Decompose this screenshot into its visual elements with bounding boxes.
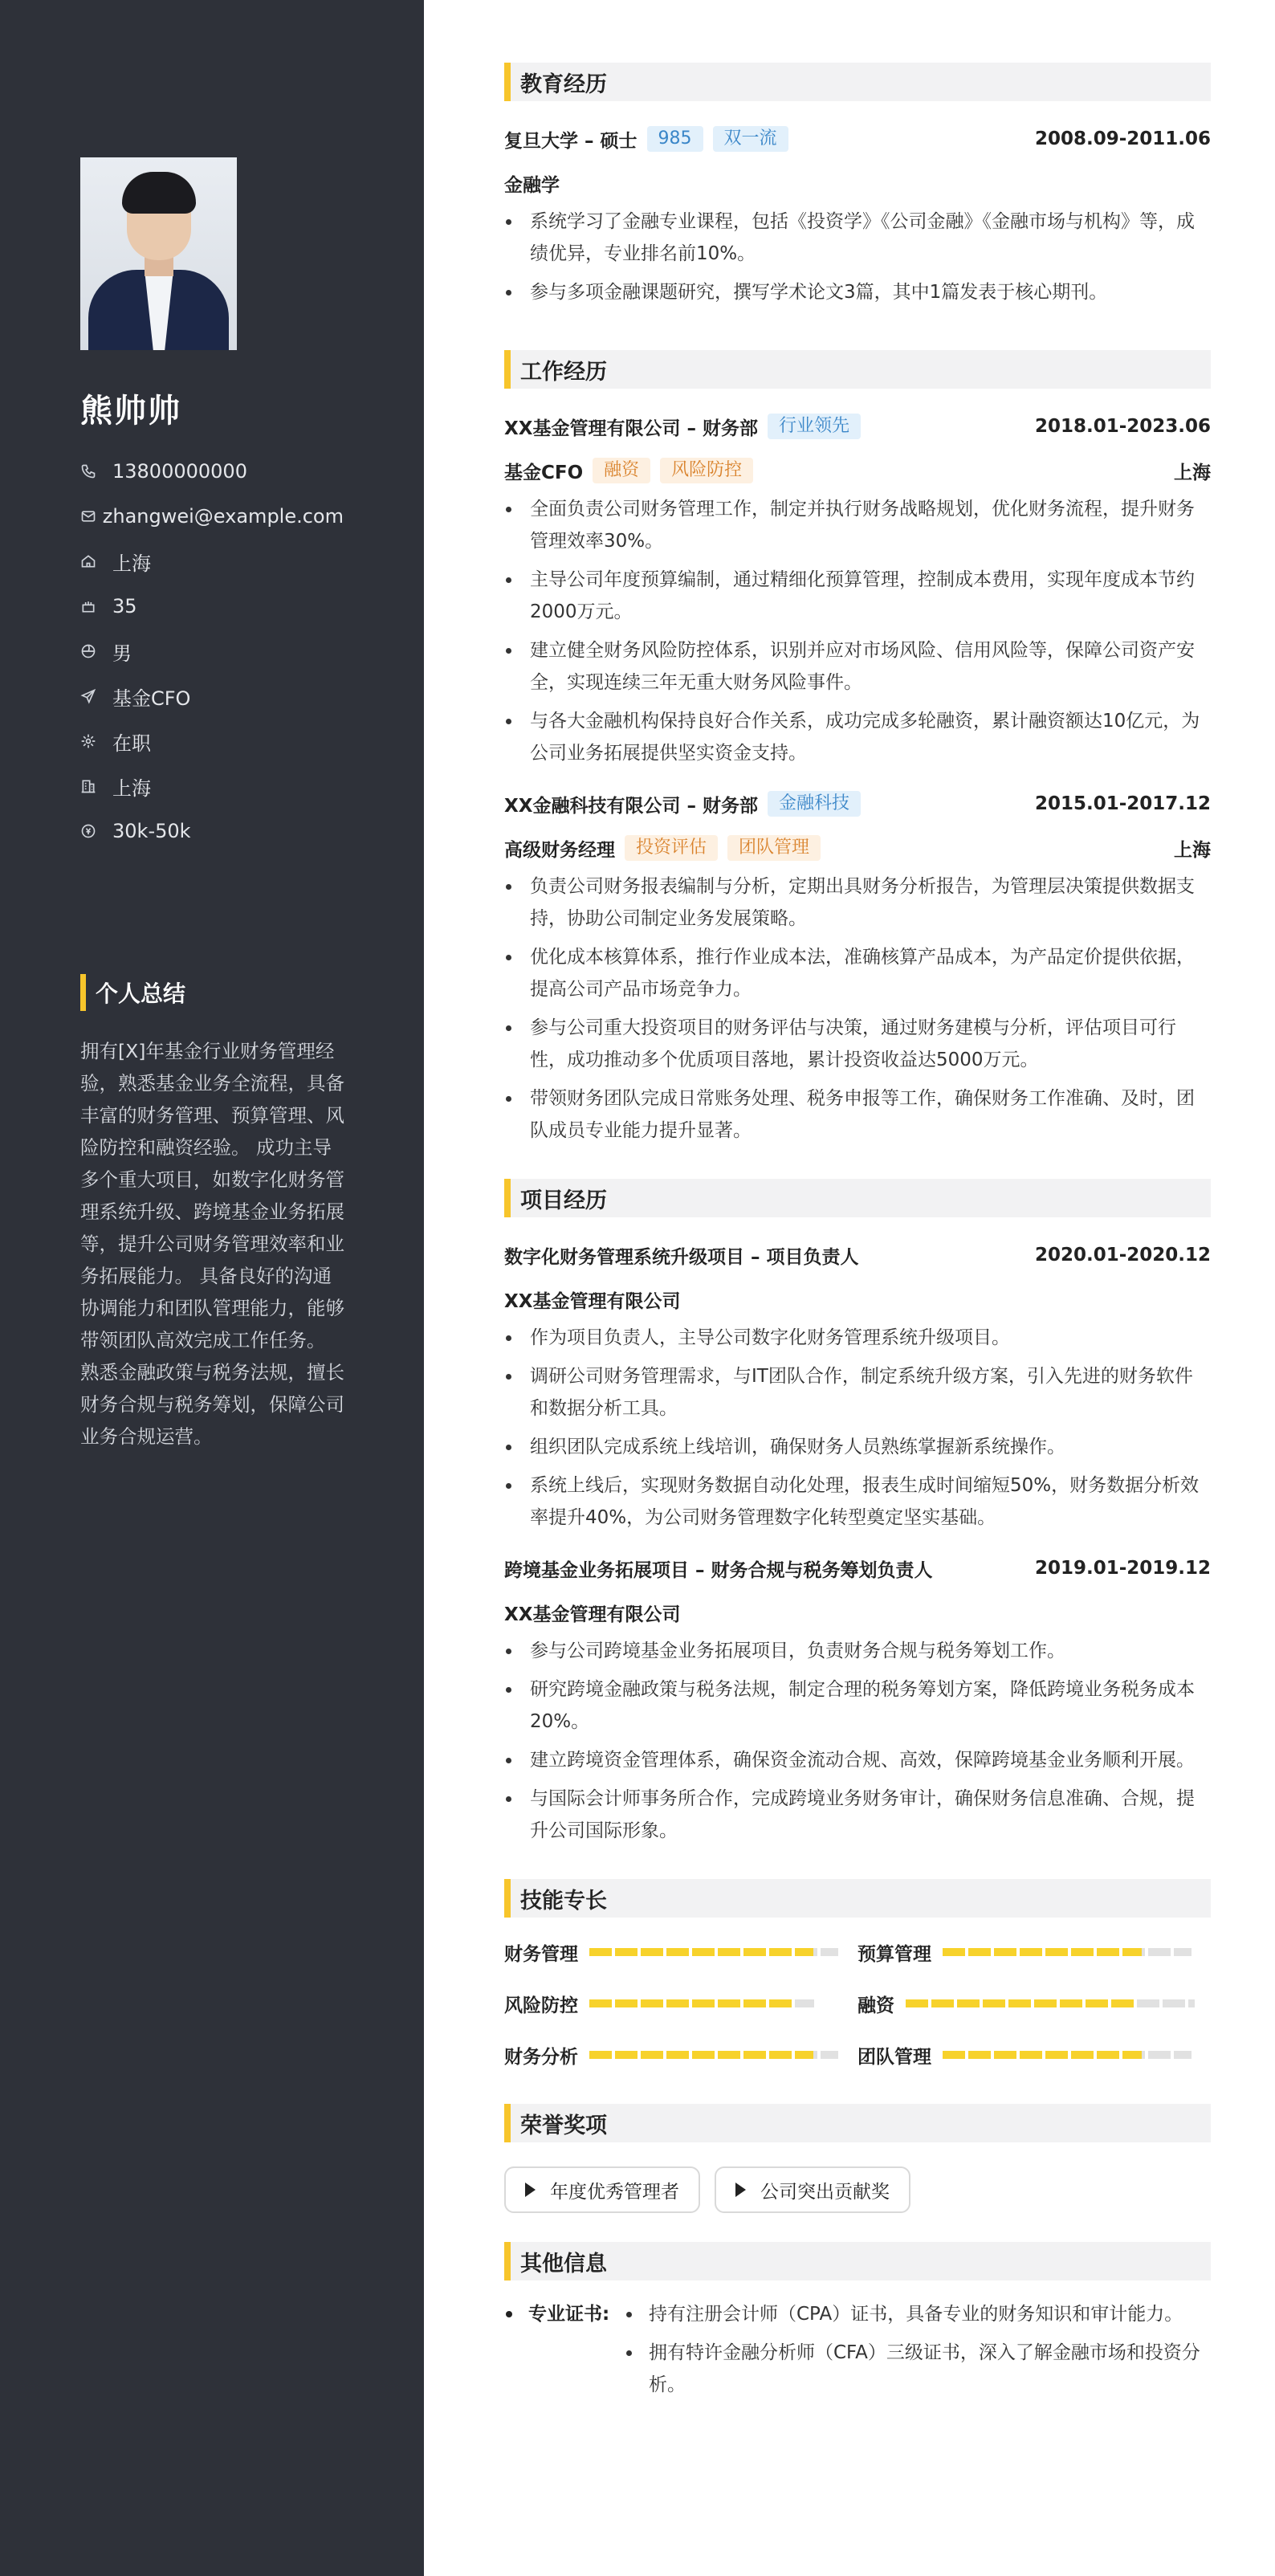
gender-icon <box>80 643 112 659</box>
job-period: 2015.01-2017.12 <box>1034 793 1211 814</box>
skill-level-fill <box>589 1999 792 2007</box>
skill-level-fill <box>943 1948 1142 1956</box>
skill-item <box>504 1932 857 1972</box>
list-item: 建立跨境资金管理体系，确保资金流动合规、高效，保障跨境基金业务顺利开展。 <box>504 1744 1211 1776</box>
job-role: 基金CFO <box>504 462 584 483</box>
profile-name: 熊帅帅 <box>80 393 181 430</box>
list-item: 参与多项金融课题研究，撰写学术论文3篇，其中1篇发表于核心期刊。 <box>504 276 1211 308</box>
mail-icon <box>80 508 103 524</box>
info-position: 基金CFO <box>80 674 344 719</box>
honor-badge: 年度优秀管理者 <box>504 2166 700 2213</box>
role-tag: 风险防控 <box>660 458 753 483</box>
skill-level-bar <box>906 1999 1195 2007</box>
skill-name: 财务分析 <box>504 2046 578 2068</box>
salary-icon <box>80 823 112 839</box>
list-item: 系统上线后，实现财务数据自动化处理，报表生成时间缩短50%，财务数据分析效率提升40%，为公司财务管理数字化转型奠定坚实基础。 <box>504 1469 1211 1534</box>
info-email: zhangwei@example.com <box>80 494 344 539</box>
education-heading: 教育经历 <box>504 63 1211 101</box>
skill-item <box>504 2035 857 2075</box>
education-items <box>504 206 1211 308</box>
list-item: 带领财务团队完成日常账务处理、税务申报等工作，确保财务工作准确、及时，团队成员专业能力提升显著。 <box>504 1082 1211 1147</box>
skill-item <box>857 2035 1211 2075</box>
project-org: XX基金管理有限公司 <box>504 1290 681 1312</box>
list-item: 优化成本核算体系，推行作业成本法，准确核算产品成本，为产品定价提供依据，提高公司产品市场竞争力。 <box>504 941 1211 1005</box>
list-item: 参与公司重大投资项目的财务评估与决策，通过财务建模与分析，评估项目可行性，成功推动多个优质项目落地，累计投资收益达5000万元。 <box>504 1012 1211 1076</box>
education-tag: 985 <box>647 126 703 152</box>
list-item: 建立健全财务风险防控体系，识别并应对市场风险、信用风险等，保障公司资产安全，实现连续三年无重大财务风险事件。 <box>504 634 1211 699</box>
project-name: 数字化财务管理系统升级项目 – 项目负责人 <box>504 1246 859 1268</box>
education-major: 金融学 <box>504 174 560 196</box>
list-item: 研究跨境金融政策与税务法规，制定合理的税务筹划方案，降低跨境业务税务成本20%。 <box>504 1673 1211 1738</box>
skill-name: 融资 <box>857 1995 894 2016</box>
job-row <box>504 782 1211 825</box>
skill-name: 风险防控 <box>504 1995 578 2016</box>
age-icon <box>80 598 112 614</box>
send-icon <box>80 688 112 704</box>
list-item: 全面负责公司财务管理工作，制定并执行财务战略规划，优化财务流程，提升财务管理效率30%。 <box>504 493 1211 557</box>
skill-item <box>857 1983 1211 2024</box>
profile-photo <box>80 157 237 350</box>
skill-name: 预算管理 <box>857 1943 931 1965</box>
project-items <box>504 1322 1211 1534</box>
skill-level-fill <box>943 2051 1142 2059</box>
education-row <box>504 117 1211 161</box>
list-item: 组织团队完成系统上线培训，确保财务人员熟练掌握新系统操作。 <box>504 1431 1211 1463</box>
skill-level-bar <box>943 1948 1191 1956</box>
skill-level-bar <box>943 2051 1191 2059</box>
skill-level-bar <box>589 1999 814 2007</box>
skill-name: 财务管理 <box>504 1943 578 1965</box>
job-row <box>504 405 1211 448</box>
list-item: 参与公司跨境基金业务拓展项目，负责财务合规与税务筹划工作。 <box>504 1635 1211 1667</box>
summary-heading: 个人总结 <box>80 974 344 1011</box>
job-role-row <box>504 825 1211 870</box>
other-info <box>504 2298 1211 2407</box>
education-major-row <box>504 161 1211 206</box>
list-item: 负责公司财务报表编制与分析，定期出具财务分析报告，为管理层决策提供数据支持，协助公司制定业务发展策略。 <box>504 870 1211 935</box>
skill-name: 团队管理 <box>857 2046 931 2068</box>
project-org-row <box>504 1277 1211 1322</box>
skills-grid <box>504 1932 1211 2075</box>
project-items <box>504 1635 1211 1847</box>
skill-level-fill <box>906 1999 1137 2007</box>
job-tag: 金融科技 <box>768 791 861 817</box>
job-items <box>504 870 1211 1147</box>
job-period: 2018.01-2023.06 <box>1034 416 1211 437</box>
list-item: 调研公司财务管理需求，与IT团队合作，制定系统升级方案，引入先进的财务软件和数据分析工具。 <box>504 1360 1211 1425</box>
project-name: 跨境基金业务拓展项目 – 财务合规与税务筹划负责人 <box>504 1559 933 1581</box>
education-period: 2008.09-2011.06 <box>1034 128 1211 149</box>
skill-level-fill <box>589 1948 813 1956</box>
skill-item <box>857 1932 1211 1972</box>
home-icon <box>80 553 112 569</box>
role-tag: 投资评估 <box>625 835 718 861</box>
info-status: 在职 <box>80 719 344 764</box>
skill-level-fill <box>589 2051 813 2059</box>
job-city: 上海 <box>1174 462 1211 483</box>
building-icon <box>80 778 112 794</box>
job-city: 上海 <box>1174 839 1211 861</box>
role-tag: 融资 <box>593 458 650 483</box>
list-item: 主导公司年度预算编制，通过精细化预算管理，控制成本费用，实现年度成本节约2000万元。 <box>504 564 1211 628</box>
job-role: 高级财务经理 <box>504 839 615 861</box>
projects-heading: 项目经历 <box>504 1179 1211 1217</box>
info-gender: 男 <box>80 629 344 674</box>
list-item: 与国际会计师事务所合作，完成跨境业务财务审计，确保财务信息准确、合规，提升公司国际形象。 <box>504 1783 1211 1847</box>
info-salary: 30k-50k <box>80 809 344 854</box>
other-heading: 其他信息 <box>504 2242 1211 2280</box>
job-company: XX金融科技有限公司 – 财务部 <box>504 795 758 817</box>
honors-heading: 荣誉奖项 <box>504 2104 1211 2142</box>
info-location: 上海 <box>80 539 344 584</box>
project-org-row <box>504 1590 1211 1635</box>
info-phone: 13800000000 <box>80 449 344 494</box>
project-period: 2019.01-2019.12 <box>1034 1558 1211 1579</box>
main-content <box>424 0 1275 2576</box>
phone-icon <box>80 463 112 479</box>
list-item: 与各大金融机构保持良好合作关系，成功完成多轮融资，累计融资额达10亿元，为公司业务拓展提供坚实资金支持。 <box>504 705 1211 769</box>
role-tag: 团队管理 <box>727 835 821 861</box>
honor-badge: 公司突出贡献奖 <box>715 2166 910 2213</box>
project-org: XX基金管理有限公司 <box>504 1604 681 1625</box>
project-period: 2020.01-2020.12 <box>1034 1245 1211 1266</box>
education-tag: 双一流 <box>713 126 788 152</box>
certificate-items <box>625 2298 1203 2407</box>
certificate-label: 专业证书: <box>528 2304 610 2325</box>
skills-heading: 技能专长 <box>504 1879 1211 1918</box>
skill-level-bar <box>589 1948 838 1956</box>
job-tag: 行业领先 <box>768 414 861 439</box>
project-row <box>504 1547 1211 1590</box>
job-items <box>504 493 1211 769</box>
sidebar <box>0 0 424 2576</box>
contact-info <box>80 449 344 854</box>
skill-item <box>504 1983 857 2024</box>
honors-list <box>504 2166 1211 2213</box>
job-company: XX基金管理有限公司 – 财务部 <box>504 418 758 439</box>
list-item: 拥有特许金融分析师（CFA）三级证书，深入了解金融市场和投资分析。 <box>625 2337 1203 2401</box>
play-icon <box>525 2183 536 2197</box>
play-icon <box>735 2183 746 2197</box>
summary-text: 拥有[X]年基金行业财务管理经验，熟悉基金业务全流程，具备丰富的财务管理、预算管理、风险防控和融资经验。 成功主导多个重大项目，如数字化财务管理系统升级、跨境基金业务拓展等，提升公司财务管理效率和业务拓展能力。 具备良好的沟通协调能力和团队管理能力，能够带领团队高效完成工作任务。 熟悉金融政策与税务法规，擅长财务合规与税务筹划，保障公司业务合规运营。 <box>80 1040 344 1448</box>
list-item: 作为项目负责人，主导公司数字化财务管理系统升级项目。 <box>504 1322 1211 1354</box>
work-heading: 工作经历 <box>504 350 1211 389</box>
job-role-row <box>504 448 1211 493</box>
info-age: 35 <box>80 584 344 629</box>
status-icon <box>80 733 112 749</box>
list-item: 持有注册会计师（CPA）证书，具备专业的财务知识和审计能力。 <box>625 2298 1203 2330</box>
skill-level-bar <box>589 2051 838 2059</box>
school-name: 复旦大学 – 硕士 <box>504 130 638 152</box>
project-row <box>504 1233 1211 1277</box>
info-city: 上海 <box>80 764 344 809</box>
list-item: 系统学习了金融专业课程，包括《投资学》《公司金融》《金融市场与机构》等，成绩优异，专业排名前10%。 <box>504 206 1211 270</box>
